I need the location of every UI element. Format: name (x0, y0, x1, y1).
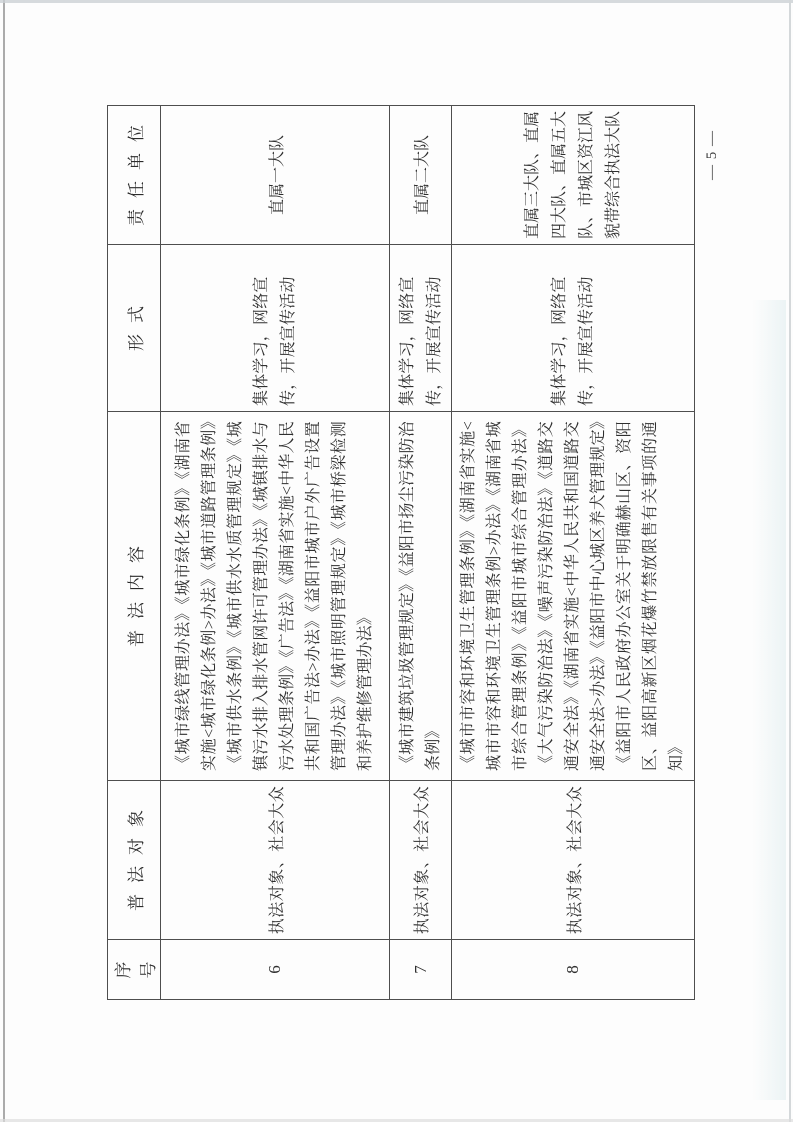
cell-seq-8: 8 (452, 940, 695, 1000)
table-row (452, 106, 695, 1000)
column-header-form: 形式 (108, 245, 161, 412)
cell-unit-8: 直属三大队、直属四大队、直属五大队、市城区资江风貌带综合执法大队 (452, 106, 695, 245)
cell-target-7: 执法对象、社会大众 (390, 781, 452, 940)
page-number: — 5 — (704, 130, 720, 180)
cell-seq-6: 6 (161, 940, 390, 1000)
cell-form-8: 集体学习，网络宣传，开展宣传活动 (452, 245, 695, 412)
document-table (107, 105, 695, 1000)
cell-content-6: 《城市绿线管理办法》《城市绿化条例》《湖南省实施<城市绿化条例>办法》《城市道路管理条例》《城市供水条例》《城市供水水质管理规定》《城镇污水排入排水管网许可管理办法》《城镇排水与污水处理条例》《广告法》《湖南省实施<中华人民共和国广告法>办法》《益阳市城市户外广告设置管理办法》《城市照明管理规定》《城市桥梁检测和养护维修管理办法》 (161, 412, 390, 781)
column-header-unit: 责任单位 (108, 106, 161, 245)
table-row (390, 106, 452, 1000)
cell-form-6: 集体学习，网络宣传，开展宣传活动 (161, 245, 390, 412)
cell-unit-7: 直属二大队 (390, 106, 452, 245)
cell-content-7: 《城市建筑垃圾管理规定》《益阳市扬尘污染防治条例》 (390, 412, 452, 781)
table-header-row (108, 106, 161, 1000)
column-header-target: 普法对象 (108, 781, 161, 940)
cell-target-6: 执法对象、社会大众 (161, 781, 390, 940)
table-row (161, 106, 390, 1000)
cell-form-7: 集体学习，网络宣传，开展宣传活动 (390, 245, 452, 412)
cell-target-8: 执法对象、社会大众 (452, 781, 695, 940)
column-header-content: 普法内容 (108, 412, 161, 781)
column-header-seq: 序号 (108, 940, 161, 1000)
cell-unit-6: 直属一大队 (161, 106, 390, 245)
cell-content-8: 《城市市容和环境卫生管理条例》《湖南省实施<城市市容和环境卫生管理条例>办法》《湖南省城市综合管理条例》《益阳市城市综合管理办法》《大气污染防治法》《噪声污染防治法》《道路交通安全法》《湖南省实施<中华人民共和国道路交通安全法>办法》《益阳市中心城区养犬管理规定》《益阳市人民政府办公室关于明确赫山区、资阳区、益阳高新区烟花爆竹禁放限售有关事项的通知》 (452, 412, 695, 781)
cell-seq-7: 7 (390, 940, 452, 1000)
